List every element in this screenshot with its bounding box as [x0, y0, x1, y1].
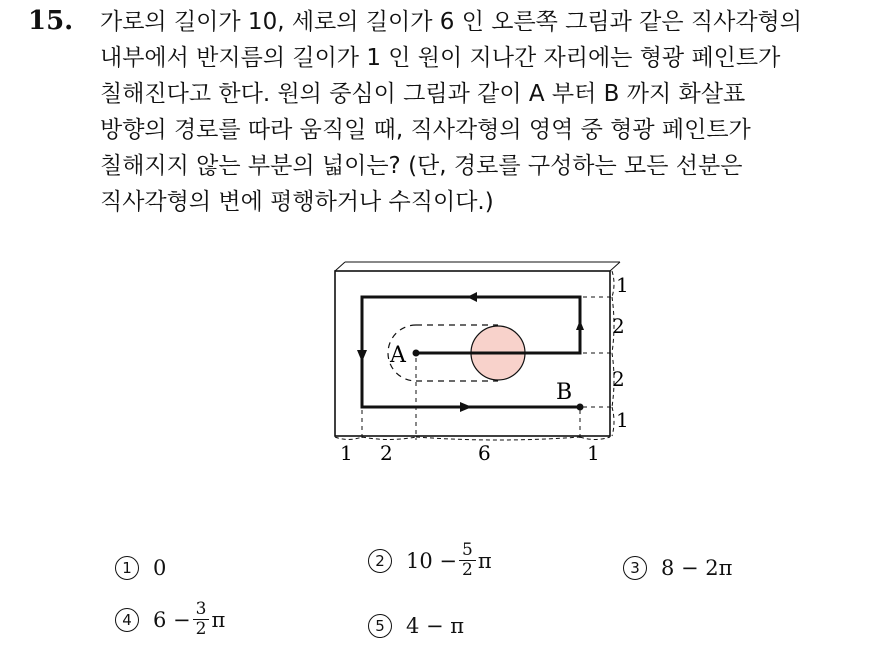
fraction [459, 541, 476, 580]
question-line: 칠해지지 않는 부분의 넓이는? (단, 경로를 구성하는 모든 선분은 [100, 153, 743, 179]
fraction-numerator: 5 [459, 541, 476, 561]
point-b [577, 404, 584, 411]
edge-line [610, 262, 620, 271]
arrow-up-icon [576, 320, 584, 330]
bottom-braces [335, 437, 610, 440]
question-line: 방향의 경로를 따라 움직일 때, 직사각형의 영역 중 형광 페인트가 [100, 117, 751, 143]
choice-3[interactable] [623, 556, 732, 580]
dim-bottom-1: 1 [340, 441, 353, 465]
choice-value: 4 − π [406, 614, 465, 638]
choice-mark: 3 [623, 556, 647, 580]
choice-mark: 1 [115, 556, 139, 580]
choice-2[interactable] [368, 541, 492, 580]
question-line: 내부에서 반지름의 길이가 1 인 원이 지나간 자리에는 형광 페인트가 [100, 45, 781, 71]
right-braces [612, 271, 614, 436]
dim-bottom-4: 1 [587, 441, 600, 465]
choice-4[interactable] [115, 600, 225, 639]
choice-value-after: π [211, 607, 226, 632]
fraction-numerator: 3 [193, 600, 210, 620]
question-line: 가로의 길이가 10, 세로의 길이가 6 인 오른쪽 그림과 같은 직사각형의 [100, 9, 802, 35]
dim-right-2: 2 [612, 314, 625, 338]
dim-bottom-2: 2 [380, 441, 393, 465]
label-b: B [556, 380, 573, 405]
fraction-denominator: 2 [462, 560, 473, 580]
point-a [413, 350, 420, 357]
arrow-down-icon [357, 350, 367, 362]
choice-value-before: 10 − [406, 548, 457, 573]
choice-value: 0 [153, 556, 167, 580]
fraction-denominator: 2 [195, 619, 207, 639]
arrow-right-icon [460, 402, 472, 412]
choice-5[interactable] [368, 614, 464, 638]
label-a: A [390, 343, 406, 368]
fraction [193, 600, 210, 639]
choice-mark: 4 [115, 608, 139, 632]
arrow-left-icon [467, 292, 477, 302]
dim-right-1: 1 [616, 273, 629, 297]
choice-mark: 2 [368, 549, 392, 573]
dim-right-3: 2 [612, 367, 625, 391]
bottom-guides [362, 358, 580, 440]
choice-value-before: 6 − [153, 607, 191, 632]
dim-bottom-3: 6 [478, 441, 491, 465]
question-line: 직사각형의 변에 평행하거나 수직이다.) [100, 189, 494, 215]
dim-right-4: 1 [616, 408, 629, 432]
edge-line [335, 262, 345, 271]
question-line: 칠해진다고 한다. 원의 중심이 그림과 같이 A 부터 B 까지 화살표 [100, 81, 746, 107]
choice-1[interactable] [115, 556, 166, 580]
right-guides [583, 297, 612, 407]
choice-value-after: π [477, 548, 492, 573]
question-number: 15. [28, 6, 74, 36]
choice-mark: 5 [368, 614, 392, 638]
choice-value: 8 − 2π [661, 556, 733, 580]
